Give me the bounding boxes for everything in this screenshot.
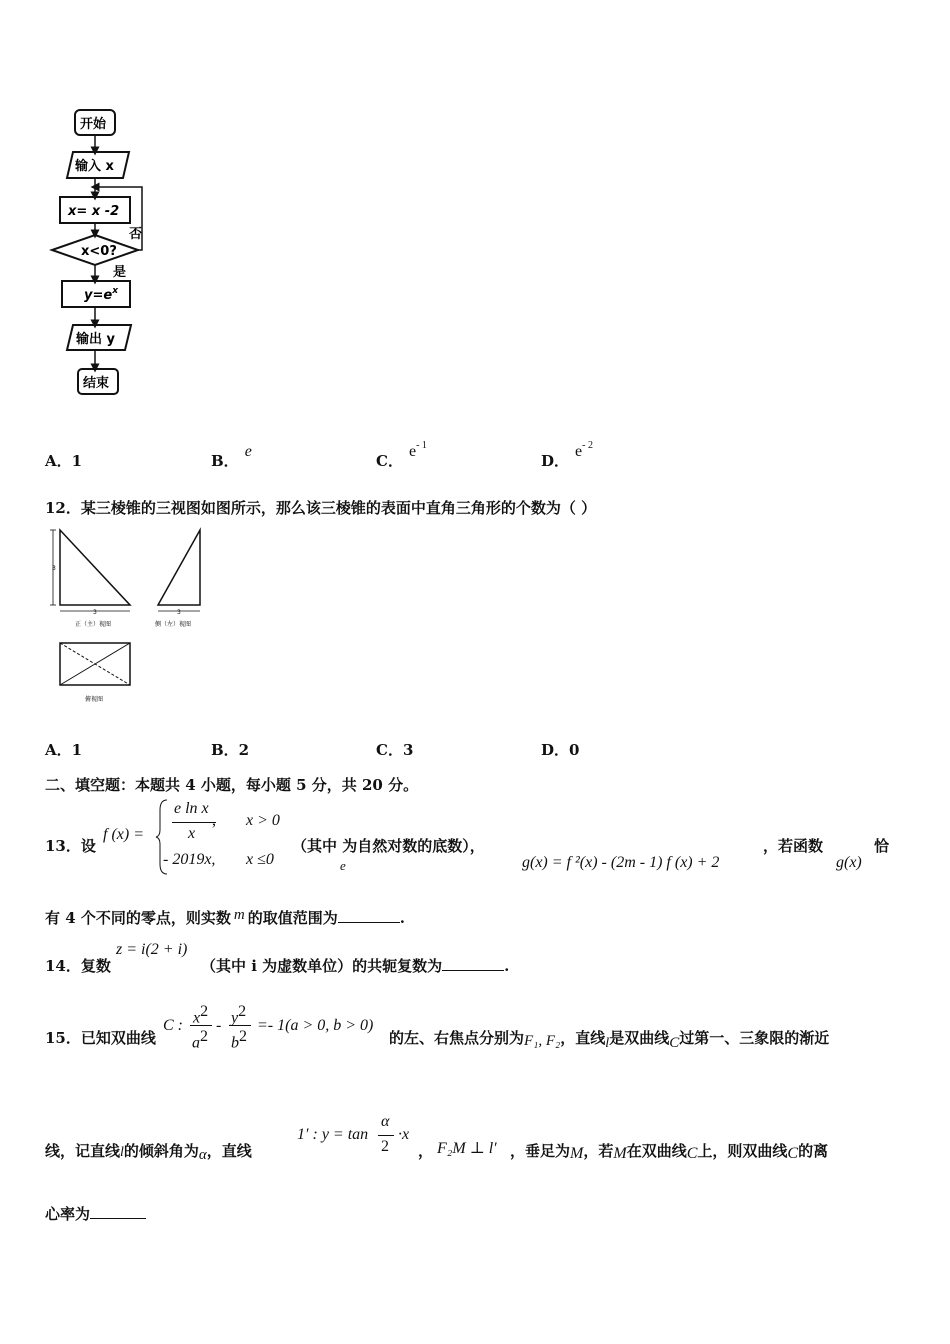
q11-option-d: D．$e^{- 2}$ <box>541 440 593 470</box>
q15-comma1: ， <box>418 1142 434 1160</box>
q12-question: 12．某三棱锥的三视图如图所示，那么该三棱锥的表面中直角三角形的个数为（ ） <box>45 499 597 517</box>
q15-b2: $b^2$ <box>231 1028 247 1052</box>
q13-prefix: 13．设 <box>45 837 96 855</box>
q15-bar2 <box>229 1025 251 1026</box>
q13-case2-expr: - 2019x, <box>163 851 216 868</box>
flow-output-text: 输出 y <box>76 332 116 347</box>
q15-answer-blank[interactable] <box>90 1204 146 1219</box>
q11-option-a: A．1 <box>45 452 83 470</box>
q14-prefix: 14．复数 <box>45 957 111 975</box>
q15-bar1 <box>190 1025 212 1026</box>
side-view-label: 侧（左）视图 <box>155 621 192 628</box>
q14-answer-blank[interactable] <box>442 956 504 971</box>
q12-option-d: D．0 <box>541 741 580 759</box>
q13-case1-bar <box>172 822 216 823</box>
q15-minus: - <box>216 1017 222 1034</box>
q11-option-b: B．e <box>211 443 252 470</box>
flow-no-label: 否 <box>129 227 143 242</box>
q15-y2: $y^2$ <box>231 1003 247 1027</box>
q13-case1-den: x <box>188 825 196 842</box>
top-view-label: 俯视图 <box>85 696 104 703</box>
q14-z: z = i(2 + i) <box>116 941 188 958</box>
q15-x2: $x^2$ <box>193 1003 209 1027</box>
flow-decision-text: x<0? <box>81 244 117 259</box>
side-width-label: 3 <box>177 609 181 616</box>
q15-frac-bar <box>378 1135 394 1136</box>
q15-perp: F₂M ⊥ l′ <box>437 1140 497 1157</box>
q15-C-lhs: C : <box>163 1017 183 1034</box>
q13-line2: 有 4 个不同的零点，则实数 m 的取值范围为 . <box>45 907 405 927</box>
q15-line1-rest: 的左、右焦点分别为F₁, F₂，直线l是双曲线C过第一、三象限的渐近 <box>389 1029 830 1051</box>
q13-case1-comma: , <box>212 812 216 829</box>
q12-three-views <box>45 525 215 710</box>
q13-f-def: f (x) = <box>103 826 144 843</box>
flowchart <box>45 100 165 405</box>
q13-mid: ，若函数 <box>763 837 824 855</box>
q15-dotx: ·x <box>398 1126 410 1143</box>
q13-case1-cond: x > 0 <box>246 812 280 829</box>
front-view-label: 正（主）视图 <box>75 621 112 628</box>
q13-g-def: g(x) = f ²(x) - (2m - 1) f (x) + 2 <box>522 854 720 871</box>
q14-text: （其中 i 为虚数单位）的共轭复数为 . <box>201 957 510 975</box>
q15-lprime-def: 1′ : y = tan <box>297 1126 369 1143</box>
q15-prefix: 15．已知双曲线 <box>45 1029 156 1047</box>
q15-a2: $a^2$ <box>192 1028 208 1052</box>
q12-option-c: C．3 <box>376 741 414 759</box>
q15-line2: 线，记直线l的倾斜角为α，直线 <box>45 1142 252 1163</box>
q15-rhs: =- 1(a > 0, b > 0) <box>257 1017 374 1034</box>
q11-option-c: C．$e^{- 1}$ <box>376 440 427 470</box>
q13-case1-num: e ln x <box>174 800 209 817</box>
q12-option-a: A．1 <box>45 741 83 759</box>
front-view-triangle <box>60 530 130 605</box>
q13-note-e: e <box>340 858 346 873</box>
q13-case2-cond: x ≤0 <box>246 851 274 868</box>
flow-step-text: x= x -2 <box>68 204 120 219</box>
q13-note: （其中 为自然对数的底数）， <box>292 837 485 855</box>
flow-input-text: 输入 x <box>75 159 114 174</box>
q13-qia: 恰 <box>874 837 890 855</box>
side-view-triangle <box>158 530 200 605</box>
q15-line3: 心率为 <box>45 1203 146 1224</box>
q15-frac-num: α <box>381 1113 390 1130</box>
q15-frac-den: 2 <box>381 1138 389 1155</box>
flow-end-text: 结束 <box>83 376 110 391</box>
q15-line2-rest: ，垂足为M，若M在双曲线C上，则双曲线C的离 <box>510 1142 829 1162</box>
flow-start-text: 开始 <box>80 117 107 132</box>
section-two-heading: 二、填空题：本题共 4 小题，每小题 5 分，共 20 分。 <box>45 776 419 794</box>
front-width-label: 3 <box>93 609 97 616</box>
q12-option-b: B．2 <box>211 741 250 759</box>
q13-g: g(x) <box>836 854 862 871</box>
q13-answer-blank[interactable] <box>338 908 400 923</box>
flow-compute-text: $y=e^x$ <box>84 286 118 303</box>
front-height-label: 3 <box>52 565 56 572</box>
flow-yes-label: 是 <box>113 265 127 280</box>
